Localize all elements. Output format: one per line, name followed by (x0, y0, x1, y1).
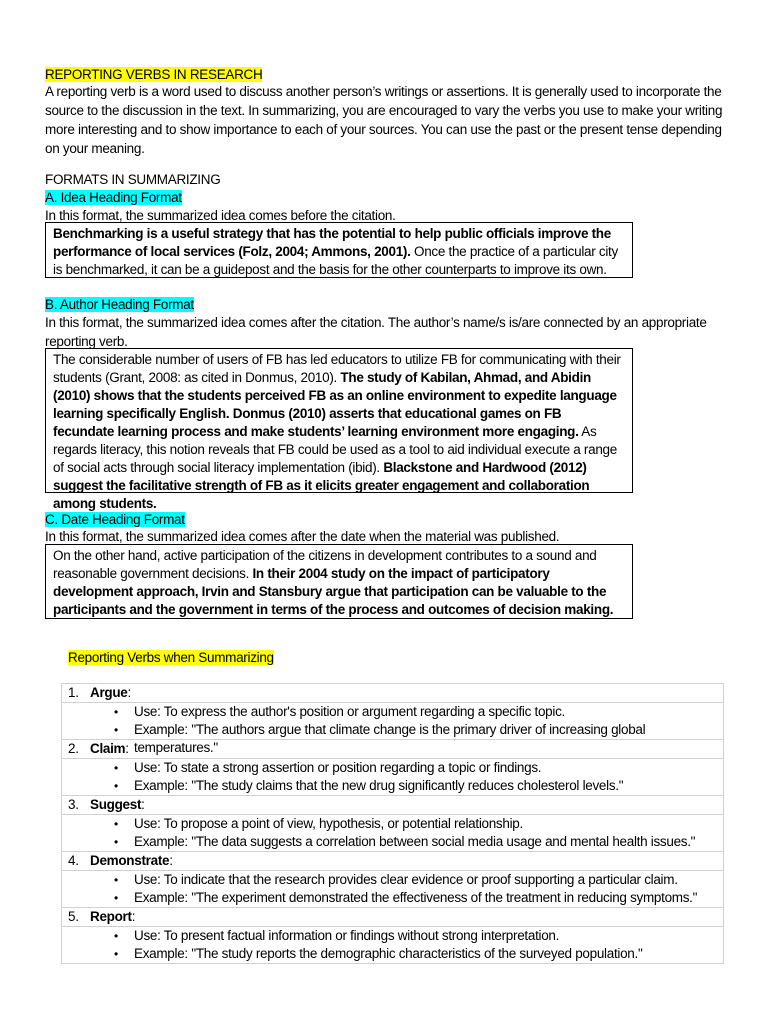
section-c-description: In this format, the summarized idea comes after the date when the material was published. (45, 529, 560, 544)
verb-bullet-list (62, 927, 723, 963)
section-b-example-bold-1: The study of Kabilan, Ahmad, and Abidin (2010) shows that the students perceived FB as an online environment to expedite language learning specifically English. Donmus (2010) asserts that educational games on FB fecundate learning process and make students’ learning environment more engaging. (53, 370, 617, 439)
verb-name: Claim (90, 741, 126, 756)
section-a-example-box (45, 222, 633, 278)
verb-number: 1. (68, 685, 79, 700)
verb-example-item: • Example: "The data suggests a correlation between social media usage and mental health issues." (62, 833, 723, 851)
section-c-example-text: On the other hand, active participation of the citizens in development contributes to a sound and reasonable government decisions. (53, 548, 597, 581)
verb-details-row (62, 759, 724, 796)
section-a-description: In this format, the summarized idea comes before the citation. (45, 208, 396, 223)
verb-bullet-list (62, 815, 723, 851)
section-a-example-text: Once the practice of a particular city is benchmarked, it can be a guidepost and the basis for the other counterparts to improve its own. (53, 244, 618, 277)
section-b-heading-text: B. Author Heading Format (45, 297, 194, 312)
verb-row: 1. Argue: (62, 684, 724, 703)
section-c-example-bold: In their 2004 study on the impact of participatory development approach, Irvin and Stansbury argue that participation can be valuable to the participants and the government in terms of the process and outcomes of decision making. (53, 566, 614, 617)
verb-row: 5. Report: (62, 908, 724, 927)
verb-use-item: • Use: To state a strong assertion or position regarding a topic or findings. (62, 759, 723, 777)
title-text: REPORTING VERBS IN RESEARCH (45, 67, 263, 82)
verb-details-row (62, 815, 724, 852)
reporting-verbs-heading-text: Reporting Verbs when Summarizing (68, 650, 274, 665)
verb-use-item: • Use: To express the author's position or argument regarding a specific topic. (62, 703, 723, 721)
verb-name: Demonstrate (90, 853, 170, 868)
verb-row: 3. Suggest: (62, 796, 724, 815)
section-a-example-bold: Benchmarking is a useful strategy that has the potential to help public officials improve the performance of local services (Folz, 2004; Ammons, 2001). (53, 226, 611, 259)
verb-details-row (62, 703, 724, 740)
verb-use-item: • Use: To present factual information or findings without strong interpretation. (62, 927, 723, 945)
verb-number: 5. (68, 909, 79, 924)
section-c-example-box (45, 544, 633, 619)
verb-example-item: • Example: "The experiment demonstrated the effectiveness of the treatment in reducing symptoms." (62, 889, 723, 907)
verb-details-row (62, 871, 724, 908)
verb-name: Argue (90, 685, 128, 700)
section-a-heading-text: A. Idea Heading Format (45, 190, 182, 205)
section-b-heading (45, 295, 194, 314)
verb-use-item: • Use: To propose a point of view, hypothesis, or potential relationship. (62, 815, 723, 833)
verb-bullet-list (62, 759, 723, 795)
section-b-example-box (45, 348, 633, 511)
reporting-verbs-table (61, 683, 724, 964)
verb-row: 4. Demonstrate: (62, 852, 724, 871)
verb-number: 4. (68, 853, 79, 868)
verb-number: 3. (68, 797, 79, 812)
verb-name: Suggest (90, 797, 142, 812)
verb-bullet-list (62, 871, 723, 907)
section-b-description: In this format, the summarized idea comes after the citation. The author’s name/s is/are connected by an appropriate reporting verb. (45, 315, 707, 349)
verb-details-row (62, 927, 724, 964)
verb-name: Report (90, 909, 132, 924)
section-b-example-text-1: The considerable number of users of FB has led educators to utilize FB for communicating with their students (Grant, 2008: as cited in Donmus, 2010). (53, 352, 621, 385)
reporting-verbs-heading (68, 648, 274, 667)
formats-heading: FORMATS IN SUMMARIZING (45, 172, 221, 187)
section-b-example-text-2: As regards literacy, this notion reveals that FB could be used as a tool to aid individual execute a range of social acts through social literacy implementation (ibid). (53, 424, 617, 475)
section-b-example-bold-2: Blackstone and Hardwood (2012) suggest the facilitative strength of FB as it elicits greater engagement and collaboration among students. (53, 460, 590, 511)
intro-paragraph: A reporting verb is a word used to discuss another person’s writings or assertions. It is generally used to incorporate the source to the discussion in the text. In summarizing, you are encouraged to vary the verbs you use to make your writing more interesting and to show importance to each of your sources. You can use the past or the present tense depending on your meaning. (45, 84, 723, 156)
verb-use-item: • Use: To indicate that the research provides clear evidence or proof supporting a particular claim. (62, 871, 723, 889)
verb-example-item: • Example: "The authors argue that climate change is the primary driver of increasing global temperatures." (62, 721, 723, 739)
verb-row: 2. Claim: (62, 740, 724, 759)
verb-example-item: • Example: "The study reports the demographic characteristics of the surveyed population." (62, 945, 723, 963)
section-c-heading-text: C. Date Heading Format (45, 512, 185, 527)
verb-number: 2. (68, 741, 79, 756)
verb-example-item: • Example: "The study claims that the new drug significantly reduces cholesterol levels." (62, 777, 723, 795)
section-a-heading (45, 188, 182, 207)
